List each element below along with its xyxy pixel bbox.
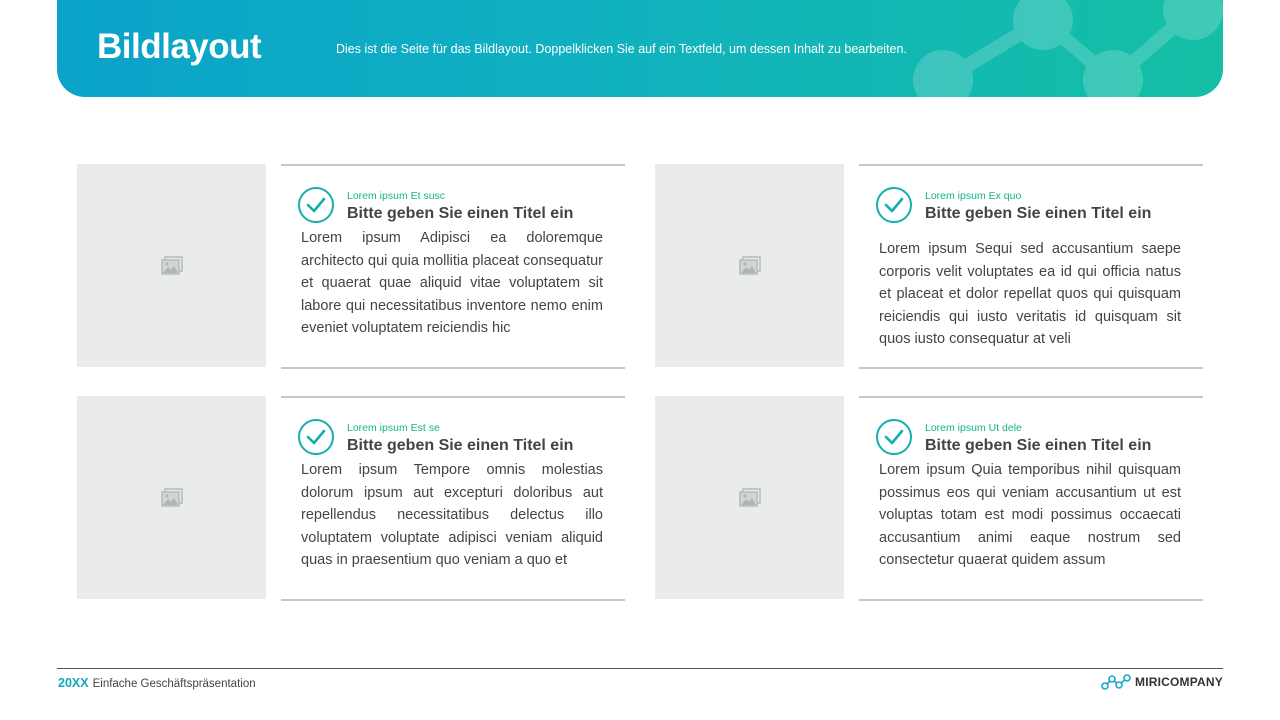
content-card [77,164,625,367]
footer-year: 20XX [58,676,89,690]
card-kicker: Lorem ipsum Est se [347,422,440,434]
card-title: Bitte geben Sie einen Titel ein [347,205,574,222]
card-kicker: Lorem ipsum Ut dele [925,422,1022,434]
text-box[interactable] [281,164,625,369]
check-circle-icon [298,187,334,223]
page-subtitle: Dies ist die Seite für das Bildlayout. Doppelklicken Sie auf ein Textfeld, um dessen Inhalt zu bearbeiten. [336,42,907,56]
check-circle-icon [876,419,912,455]
check-circle-icon [298,419,334,455]
image-placeholder-icon [161,256,183,276]
image-placeholder[interactable] [77,164,266,367]
content-card [77,396,625,599]
text-box[interactable] [859,396,1203,601]
check-circle-icon [876,187,912,223]
card-body: Lorem ipsum Quia temporibus nihil quisquam possimus eos qui veniam accusantium ut est voluptas totam est modi possimus occaecati accusantium animi eaque nostrum sed consectetur quaerat quidem assum [879,462,1181,568]
card-body: Lorem ipsum Tempore omnis molestias dolorum ipsum aut excepturi doloribus aut repellendus necessitatibus delectus illo voluptatem voluptate adipisci veniam aliquid quas in praesentium quo veniam a quo et [301,462,603,568]
text-box[interactable] [859,164,1203,369]
brand-name: MIRICOMPANY [1135,675,1223,689]
card-kicker: Lorem ipsum Et susc [347,190,446,202]
footer-brand [1101,672,1223,692]
company-logo-icon [1101,673,1131,691]
footer-label: Einfache Geschäftspräsentation [92,678,256,690]
image-placeholder[interactable] [77,396,266,599]
footer-divider [57,668,1223,669]
image-placeholder-icon [161,488,183,508]
card-body: Lorem ipsum Adipisci ea doloremque architecto qui quia mollitia placeat consequatur et quaerat quae aliquid vitae voluptatem sit labore qui necessitatibus inventore nemo enim eveniet voluptatem reiciendis hic [301,230,603,336]
footer-caption [58,676,256,690]
card-title: Bitte geben Sie einen Titel ein [925,437,1152,454]
image-placeholder-icon [739,256,761,276]
card-body: Lorem ipsum Sequi sed accusantium saepe corporis velit voluptates ea id qui officia natus et placeat et dolor repellat quos qui quisquam reiciendis qui iusto veritatis id quisquam sit quos iusto consequatur at veli [879,241,1181,347]
header-banner [57,0,1223,97]
page-title: Bildlayout [97,27,262,66]
text-box[interactable] [281,396,625,601]
network-decoration-icon [903,0,1223,97]
image-placeholder[interactable] [655,164,844,367]
card-kicker: Lorem ipsum Ex quo [925,190,1022,202]
content-card [655,164,1203,367]
image-placeholder-icon [739,488,761,508]
card-title: Bitte geben Sie einen Titel ein [347,437,574,454]
image-placeholder[interactable] [655,396,844,599]
card-title: Bitte geben Sie einen Titel ein [925,205,1152,222]
content-card [655,396,1203,599]
